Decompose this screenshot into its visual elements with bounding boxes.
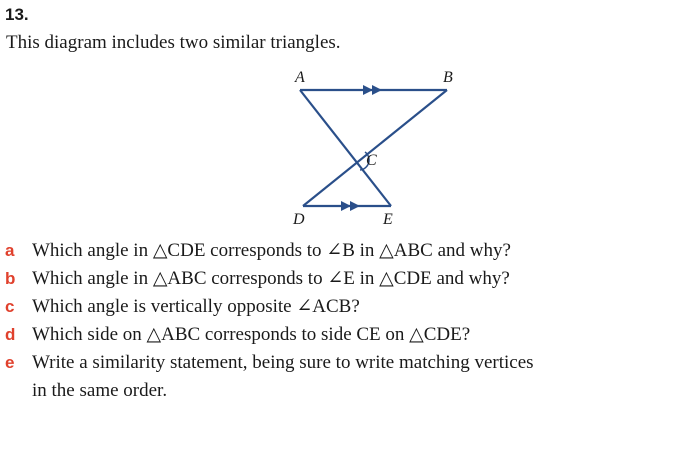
parallel-arrow-de [341,201,360,211]
parallel-arrow-ab [363,85,382,95]
question-number: 13. [5,5,29,24]
question-letter: e [5,353,15,372]
question-text: Which angle in △CDE corresponds to ∠B in △ABC and why? [32,240,511,261]
vertex-label-e: E [383,211,393,228]
segment-ae [300,90,391,206]
question-letter: a [5,241,15,260]
question-letter: c [5,297,15,316]
question-e-continuation: in the same order. [32,380,168,401]
question-e [0,350,680,376]
similar-triangles-diagram [275,60,475,230]
question-text: Which side on △ABC corresponds to side CE on △CDE? [32,324,471,345]
question-text: Write a similarity statement, being sure to write matching vertices [32,352,534,373]
question-c [0,294,680,320]
question-a [0,238,680,264]
vertex-label-a: A [295,69,305,86]
segment-bd [303,90,447,206]
vertex-label-d: D [293,211,305,228]
question-d [0,322,680,348]
question-intro: This diagram includes two similar triangles. [6,32,341,53]
vertex-label-c: C [366,152,377,169]
question-text: Which angle in △ABC corresponds to ∠E in △CDE and why? [32,268,510,289]
question-text: Which angle is vertically opposite ∠ACB? [32,296,360,317]
vertex-label-b: B [443,69,453,86]
question-b [0,266,680,292]
question-letter: d [5,325,16,344]
question-letter: b [5,269,16,288]
